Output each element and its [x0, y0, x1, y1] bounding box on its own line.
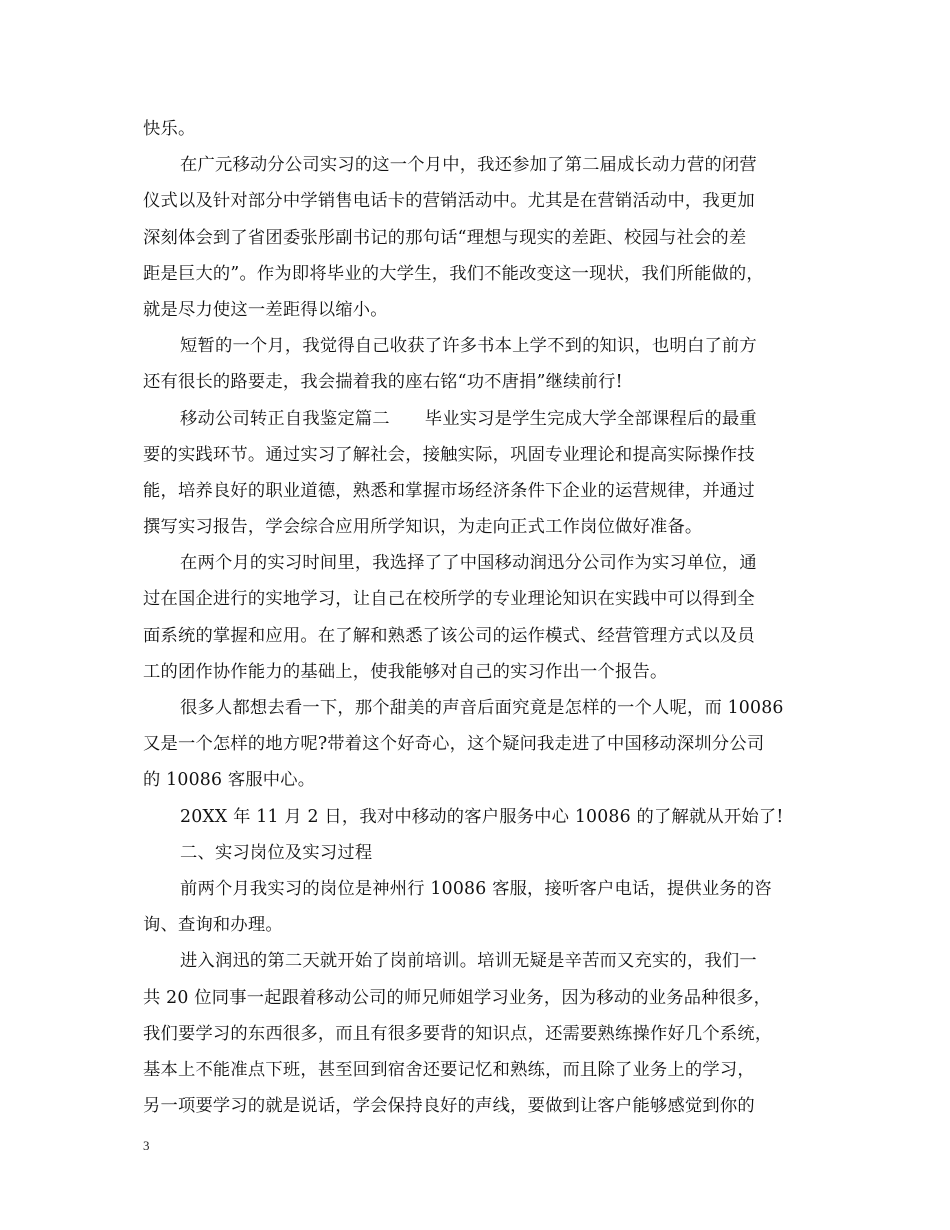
- text-line: 还有很长的路要走，我会揣着我的座右铭“功不唐捐”继续前行!: [143, 372, 623, 393]
- text-line: 要的实践环节。通过实习了解社会，接触实际，巩固专业理论和提高实际操作技: [143, 444, 755, 465]
- text-line: 就是尽力使这一差距得以缩小。: [143, 299, 388, 320]
- text-line: 撰写实习报告，学会综合应用所学知识，为走向正式工作岗位做好准备。: [143, 517, 703, 538]
- text-line: 在广元移动分公司实习的这一个月中，我还参加了第二届成长动力营的闭营: [180, 155, 757, 176]
- text-line: 工的团作协作能力的基础上，使我能够对自己的实习作出一个报告。: [143, 661, 668, 682]
- text-line: 能，培养良好的职业道德，熟悉和掌握市场经济条件下企业的运营规律，并通过: [143, 480, 755, 501]
- text-line: 询、查询和办理。: [143, 915, 283, 936]
- text-line: 很多人都想去看一下，那个甜美的声音后面究竟是怎样的一个人呢，而 10086: [180, 698, 784, 718]
- text-line: 另一项要学习的就是说话，学会保持良好的声线，要做到让客户能够感觉到你的: [143, 1096, 755, 1117]
- text-line: 进入润迅的第二天就开始了岗前培训。培训无疑是辛苦而又充实的，我们一: [180, 951, 757, 972]
- text-line: 基本上不能准点下班，甚至回到宿舍还要记忆和熟练，而且除了业务上的学习，: [143, 1059, 755, 1080]
- text-line: 过在国企进行的实地学习，让自己在校所学的专业理论知识在实践中可以得到全: [143, 589, 755, 610]
- text-line: 二、实习岗位及实习过程: [180, 842, 373, 863]
- text-line: 前两个月我实习的岗位是神州行 10086 客服，接听客户电话，提供业务的咨: [180, 878, 772, 899]
- page-number: 3: [143, 1138, 150, 1153]
- text-line: 的 10086 客服中心。: [143, 770, 316, 791]
- text-line: 仪式以及针对部分中学销售电话卡的营销活动中。尤其是在营销活动中，我更加: [143, 191, 755, 212]
- text-line: 快乐。: [143, 119, 196, 139]
- text-line: 我们要学习的东西很多，而且有很多要背的知识点，还需要熟练操作好几个系统，: [143, 1023, 773, 1044]
- text-line: 移动公司转正自我鉴定篇二 毕业实习是学生完成大学全部课程后的最重: [180, 408, 757, 429]
- text-line: 共 20 位同事一起跟着移动公司的师兄师姐学习业务，因为移动的业务品种很多，: [143, 987, 772, 1008]
- text-line: 面系统的掌握和应用。在了解和熟悉了该公司的运作模式、经营管理方式以及员: [143, 625, 755, 646]
- text-line: 短暂的一个月，我觉得自己收获了许多书本上学不到的知识，也明白了前方: [180, 336, 757, 357]
- text-line: 距是巨大的”。作为即将毕业的大学生，我们不能改变这一现状，我们所能做的，: [143, 263, 764, 284]
- text-line: 20XX 年 11 月 2 日，我对中移动的客户服务中心 10086 的了解就从开始了!: [180, 806, 784, 827]
- text-line: 在两个月的实习时间里，我选择了了中国移动润迅分公司作为实习单位，通: [180, 553, 757, 574]
- text-line: 深刻体会到了省团委张彤副书记的那句话“理想与现实的差距、校园与社会的差: [143, 227, 747, 248]
- text-line: 又是一个怎样的地方呢?带着这个好奇心，这个疑问我走进了中国移动深圳分公司: [143, 734, 765, 755]
- document-body: [143, 111, 815, 1124]
